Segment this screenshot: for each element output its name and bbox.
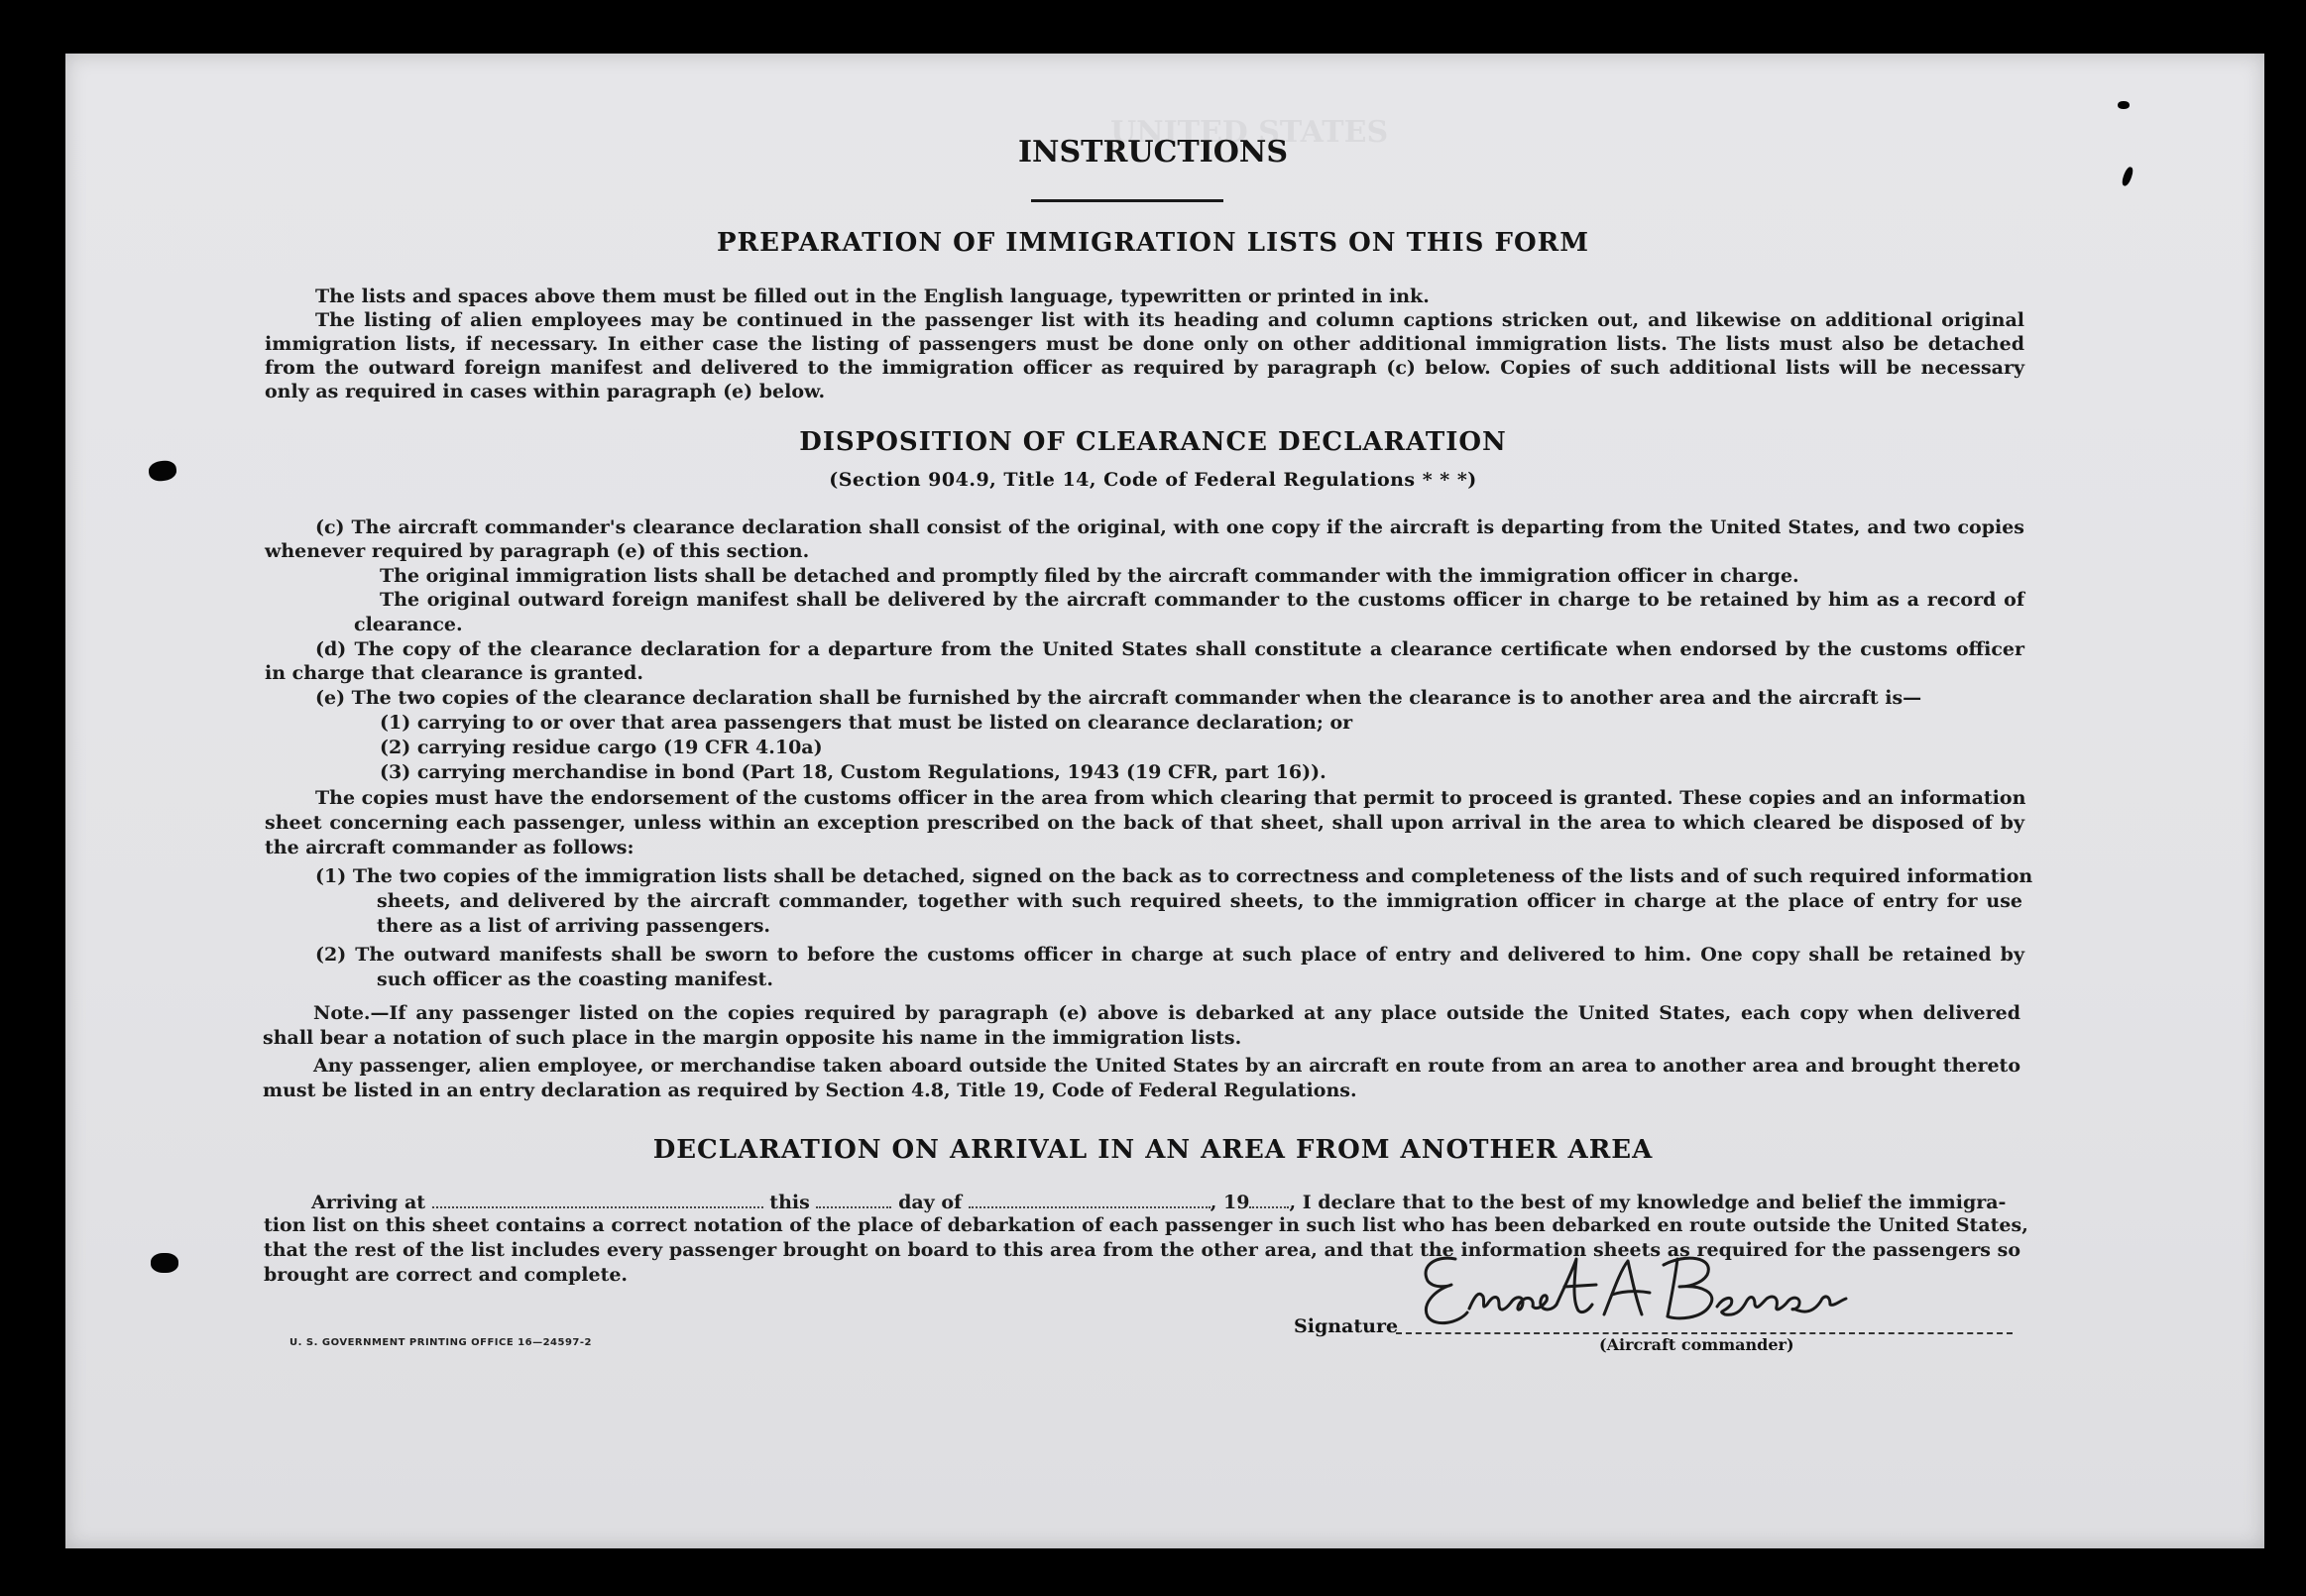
declaration-line: brought are correct and complete. [264,1264,629,1286]
year-prefix: , 19 [1210,1192,1250,1213]
disposition-line: in charge that clearance is granted. [265,662,643,684]
disposition-line: The copies must have the endorsement of the customs officer in the area from which clearing that permit to proceed is granted. These copies and an information [315,787,2026,809]
declaration-line: tion list on this sheet contains a correct notation of the place of debarkation of each passenger in such list who has been debarked en route outside the United States, [264,1214,2028,1236]
disposition-list-item: (2) The outward manifests shall be sworn to before the customs officer in charge at such place of entry and delivered to him. One copy shall be retained by [315,944,2024,966]
punch-hole-bottom [151,1253,178,1273]
disposition-line: (d) The copy of the clearance declaration for a departure from the United States shall constitute a clearance certificate when endorsed by the customs officer [315,638,2024,660]
prep-line: The lists and spaces above them must be filled out in the English language, typewritten or printed in ink. [315,285,1430,307]
disposition-line: clearance. [354,614,463,635]
disposition-line: the aircraft commander as follows: [265,837,634,858]
disposition-line: (e) The two copies of the clearance declaration shall be furnished by the aircraft commander when the clearance is to another area and the aircraft is— [315,687,1922,709]
handwritten-signature [1408,1251,1963,1330]
prep-line: The listing of alien employees may be continued in the passenger list with its heading and column captions stricken out, and likewise on additional original [315,309,2024,331]
arriving-at-blank [432,1189,763,1208]
prep-line: only as required in cases within paragraph (e) below. [265,381,826,402]
declaration-line1-tail: , I declare that to the best of my knowledge and belief the immigra- [1289,1192,2007,1213]
year-blank [1249,1189,1289,1208]
disposition-line: must be listed in an entry declaration as required by Section 4.8, Title 19, Code of Federal Regulations. [263,1080,1357,1101]
edge-speck [2118,101,2130,109]
disposition-line: The original immigration lists shall be detached and promptly filed by the aircraft commander with the immigration officer in charge. [380,565,1799,587]
disposition-list-item: there as a list of arriving passengers. [377,915,771,937]
disposition-line: whenever required by paragraph (e) of this section. [265,540,810,562]
disposition-section-ref: (Section 904.9, Title 14, Code of Federal Regulations * * *) [829,469,1477,491]
prep-heading: PREPARATION OF IMMIGRATION LISTS ON THIS FORM [717,228,1589,258]
declaration-first-line [311,1189,2006,1214]
this-label: this [769,1192,810,1213]
disposition-line: sheet concerning each passenger, unless within an exception prescribed on the back of that sheet, shall upon arrival in the area to which cleared be disposed of by [265,812,2024,834]
disposition-heading: DISPOSITION OF CLEARANCE DECLARATION [799,427,1507,457]
disposition-line: Any passenger, alien employee, or merchandise taken aboard outside the United States by an aircraft en route from an area to another area and brought thereto [313,1055,2020,1077]
disposition-list-item: (3) carrying merchandise in bond (Part 18, Custom Regulations, 1943 (19 CFR, part 16)). [380,761,1326,783]
arriving-at-label: Arriving at [311,1192,426,1213]
page-title: INSTRUCTIONS [1018,135,1288,170]
disposition-list-item: (2) carrying residue cargo (19 CFR 4.10a) [380,737,823,758]
note-line: shall bear a notation of such place in the margin opposite his name in the immigration lists. [263,1027,1242,1049]
signature-line [1396,1332,2013,1334]
day-blank [816,1189,891,1208]
disposition-list-item: (1) carrying to or over that area passengers that must be listed on clearance declaration; or [380,712,1353,734]
printing-office-imprint: U. S. GOVERNMENT PRINTING OFFICE 16—24597-2 [289,1337,592,1348]
disposition-line: (c) The aircraft commander's clearance declaration shall consist of the original, with one copy if the aircraft is departing from the United States, and two copies [315,516,2024,538]
declaration-heading: DECLARATION ON ARRIVAL IN AN AREA FROM ANOTHER AREA [652,1135,1654,1165]
signature-label: Signature [1294,1315,1399,1337]
disposition-list-item: (1) The two copies of the immigration lists shall be detached, signed on the back as to correctness and completeness of the lists and of such required information [315,865,2033,887]
prep-line: from the outward foreign manifest and delivered to the immigration officer as required by paragraph (c) below. Copies of such additional lists will be necessary [265,357,2024,379]
month-blank [969,1189,1211,1208]
prep-line: immigration lists, if necessary. In either case the listing of passengers must be done only on other additional immigration lists. The lists must also be detached [265,333,2024,355]
note-line: Note.—If any passenger listed on the copies required by paragraph (e) above is debarked at any place outside the United States, each copy when delivered [313,1002,2020,1024]
disposition-line: The original outward foreign manifest shall be delivered by the aircraft commander to the customs officer in charge to be retained by him as a record of [380,589,2024,611]
day-of-label: day of [898,1192,963,1213]
disposition-list-item: such officer as the coasting manifest. [377,969,773,990]
title-rule [1031,199,1223,202]
bleed-through-text: UNITED STATES [1110,115,1389,150]
declaration-line: that the rest of the list includes every passenger brought on board to this area from the other area, and that the information sheets as required for the passengers so [264,1239,2020,1261]
signature-caption: (Aircraft commander) [1599,1335,1794,1354]
disposition-list-item: sheets, and delivered by the aircraft commander, together with such required sheets, to the immigration officer in charge at the place of entry for use [377,890,2022,912]
